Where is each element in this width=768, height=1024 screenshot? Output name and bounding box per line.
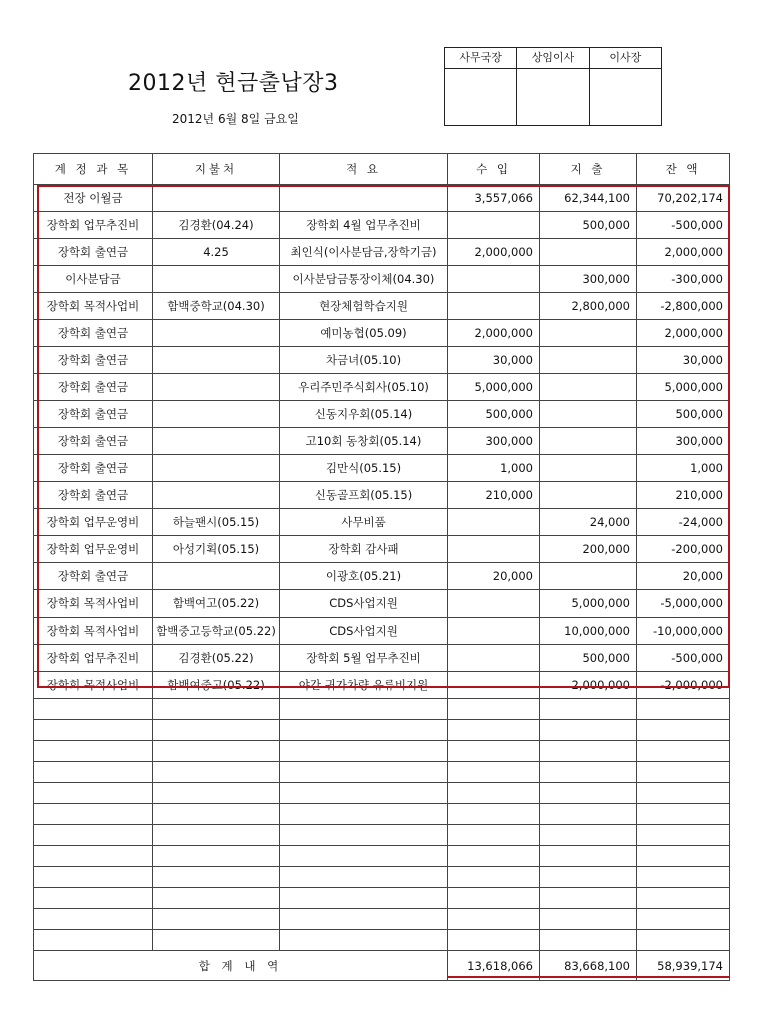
empty-cell xyxy=(153,761,280,782)
balance-cell: -5,000,000 xyxy=(637,590,730,617)
balance-cell: -500,000 xyxy=(637,644,730,671)
approval-column xyxy=(589,48,661,125)
table-row xyxy=(34,536,730,563)
description-cell: 이사분담금통장이체(04.30) xyxy=(280,266,448,293)
empty-cell xyxy=(34,761,153,782)
account-cell: 장학회 출연금 xyxy=(34,482,153,509)
empty-cell xyxy=(153,740,280,761)
empty-row xyxy=(34,887,730,908)
empty-cell xyxy=(637,824,730,845)
balance-cell: 5,000,000 xyxy=(637,374,730,401)
empty-cell xyxy=(448,908,540,929)
expense-cell xyxy=(540,320,637,347)
income-cell xyxy=(448,644,540,671)
description-cell: 야간 귀가차량 유류비지원 xyxy=(280,671,448,698)
description-cell: 사무비품 xyxy=(280,509,448,536)
table-row xyxy=(34,266,730,293)
approval-label: 사무국장 xyxy=(445,48,516,69)
income-cell: 300,000 xyxy=(448,428,540,455)
total-income: 13,618,066 xyxy=(448,951,540,981)
empty-row xyxy=(34,761,730,782)
column-header: 적 요 xyxy=(280,154,448,185)
payee-cell: 함백여중고(05.22) xyxy=(153,671,280,698)
payee-cell xyxy=(153,320,280,347)
income-cell: 20,000 xyxy=(448,563,540,590)
expense-cell: 24,000 xyxy=(540,509,637,536)
empty-cell xyxy=(280,908,448,929)
description-cell: CDS사업지원 xyxy=(280,590,448,617)
empty-cell xyxy=(448,740,540,761)
total-balance: 58,939,174 xyxy=(637,951,730,981)
income-cell xyxy=(448,293,540,320)
empty-cell xyxy=(34,866,153,887)
expense-cell xyxy=(540,401,637,428)
expense-cell xyxy=(540,347,637,374)
table-row xyxy=(34,671,730,698)
income-cell xyxy=(448,536,540,563)
empty-cell xyxy=(34,782,153,803)
expense-cell xyxy=(540,428,637,455)
expense-cell xyxy=(540,455,637,482)
expense-cell xyxy=(540,374,637,401)
payee-cell xyxy=(153,347,280,374)
balance-cell: -500,000 xyxy=(637,212,730,239)
account-cell: 장학회 출연금 xyxy=(34,347,153,374)
empty-cell xyxy=(637,719,730,740)
account-cell: 장학회 출연금 xyxy=(34,401,153,428)
empty-cell xyxy=(637,740,730,761)
total-underline xyxy=(448,976,730,978)
account-cell: 장학회 출연금 xyxy=(34,563,153,590)
empty-cell xyxy=(448,866,540,887)
empty-cell xyxy=(280,719,448,740)
balance-cell: -10,000,000 xyxy=(637,617,730,644)
empty-row xyxy=(34,866,730,887)
payee-cell: 하늘팬시(05.15) xyxy=(153,509,280,536)
expense-cell: 2,800,000 xyxy=(540,293,637,320)
empty-cell xyxy=(540,845,637,866)
empty-cell xyxy=(153,782,280,803)
empty-row xyxy=(34,824,730,845)
empty-cell xyxy=(448,698,540,719)
balance-cell: -2,000,000 xyxy=(637,671,730,698)
empty-row xyxy=(34,929,730,950)
income-cell xyxy=(448,617,540,644)
description-cell: 우리주민주식회사(05.10) xyxy=(280,374,448,401)
payee-cell xyxy=(153,563,280,590)
empty-row xyxy=(34,845,730,866)
table-row xyxy=(34,401,730,428)
balance-cell: -2,800,000 xyxy=(637,293,730,320)
empty-cell xyxy=(540,824,637,845)
empty-cell xyxy=(34,929,153,950)
empty-cell xyxy=(540,698,637,719)
empty-cell xyxy=(448,845,540,866)
payee-cell xyxy=(153,266,280,293)
empty-cell xyxy=(153,719,280,740)
account-cell: 장학회 업무운영비 xyxy=(34,536,153,563)
empty-cell xyxy=(280,824,448,845)
report-date: 2012년 6월 8일 금요일 xyxy=(172,112,299,126)
page-title: 2012년 현금출납장3 xyxy=(128,71,339,96)
balance-cell: 2,000,000 xyxy=(637,320,730,347)
income-cell: 1,000 xyxy=(448,455,540,482)
payee-cell xyxy=(153,374,280,401)
table-row xyxy=(34,185,730,212)
account-cell: 장학회 업무운영비 xyxy=(34,509,153,536)
empty-cell xyxy=(153,824,280,845)
table-row xyxy=(34,563,730,590)
empty-cell xyxy=(540,929,637,950)
expense-cell: 5,000,000 xyxy=(540,590,637,617)
empty-cell xyxy=(637,782,730,803)
table-row xyxy=(34,428,730,455)
empty-cell xyxy=(153,887,280,908)
expense-cell: 2,000,000 xyxy=(540,671,637,698)
total-expense: 83,668,100 xyxy=(540,951,637,981)
expense-cell: 62,344,100 xyxy=(540,185,637,212)
table-row xyxy=(34,347,730,374)
description-cell: 장학회 4월 업무추진비 xyxy=(280,212,448,239)
table-row xyxy=(34,293,730,320)
table-row xyxy=(34,482,730,509)
empty-row xyxy=(34,719,730,740)
empty-cell xyxy=(448,824,540,845)
account-cell: 장학회 출연금 xyxy=(34,455,153,482)
empty-cell xyxy=(153,929,280,950)
empty-row xyxy=(34,803,730,824)
income-cell: 500,000 xyxy=(448,401,540,428)
table-row xyxy=(34,212,730,239)
income-cell xyxy=(448,212,540,239)
empty-cell xyxy=(34,845,153,866)
description-cell: CDS사업지원 xyxy=(280,617,448,644)
empty-cell xyxy=(540,908,637,929)
empty-row xyxy=(34,698,730,719)
balance-cell: 70,202,174 xyxy=(637,185,730,212)
table-row xyxy=(34,617,730,644)
empty-row xyxy=(34,908,730,929)
empty-cell xyxy=(540,866,637,887)
empty-cell xyxy=(637,845,730,866)
payee-cell xyxy=(153,185,280,212)
income-cell xyxy=(448,266,540,293)
income-cell: 30,000 xyxy=(448,347,540,374)
payee-cell xyxy=(153,455,280,482)
column-header: 계 정 과 목 xyxy=(34,154,153,185)
description-cell: 장학회 감사패 xyxy=(280,536,448,563)
account-cell: 장학회 출연금 xyxy=(34,239,153,266)
empty-cell xyxy=(448,929,540,950)
expense-cell xyxy=(540,239,637,266)
income-cell: 2,000,000 xyxy=(448,239,540,266)
income-cell: 2,000,000 xyxy=(448,320,540,347)
account-cell: 장학회 출연금 xyxy=(34,374,153,401)
empty-cell xyxy=(34,719,153,740)
description-cell: 차금녀(05.10) xyxy=(280,347,448,374)
expense-cell: 500,000 xyxy=(540,644,637,671)
description-cell: 장학회 5월 업무추진비 xyxy=(280,644,448,671)
balance-cell: 300,000 xyxy=(637,428,730,455)
empty-cell xyxy=(280,761,448,782)
account-cell: 장학회 출연금 xyxy=(34,320,153,347)
empty-cell xyxy=(637,761,730,782)
income-cell: 5,000,000 xyxy=(448,374,540,401)
empty-cell xyxy=(280,866,448,887)
approval-column xyxy=(516,48,588,125)
empty-cell xyxy=(540,719,637,740)
income-cell xyxy=(448,671,540,698)
empty-cell xyxy=(448,719,540,740)
empty-cell xyxy=(34,887,153,908)
payee-cell: 김경환(04.24) xyxy=(153,212,280,239)
empty-cell xyxy=(280,929,448,950)
total-label: 합 계 내 역 xyxy=(34,951,448,981)
table-row xyxy=(34,455,730,482)
empty-cell xyxy=(153,698,280,719)
account-cell: 장학회 업무추진비 xyxy=(34,644,153,671)
empty-cell xyxy=(153,803,280,824)
income-cell: 210,000 xyxy=(448,482,540,509)
empty-cell xyxy=(153,845,280,866)
description-cell: 고10회 동창회(05.14) xyxy=(280,428,448,455)
expense-cell: 500,000 xyxy=(540,212,637,239)
empty-cell xyxy=(540,803,637,824)
income-cell: 3,557,066 xyxy=(448,185,540,212)
account-cell: 장학회 목적사업비 xyxy=(34,590,153,617)
empty-cell xyxy=(280,887,448,908)
empty-cell xyxy=(34,824,153,845)
table-header-row xyxy=(34,154,730,185)
payee-cell: 4.25 xyxy=(153,239,280,266)
expense-cell: 200,000 xyxy=(540,536,637,563)
balance-cell: 2,000,000 xyxy=(637,239,730,266)
account-cell: 장학회 업무추진비 xyxy=(34,212,153,239)
balance-cell: 30,000 xyxy=(637,347,730,374)
column-header: 지 출 xyxy=(540,154,637,185)
payee-cell: 김경환(05.22) xyxy=(153,644,280,671)
column-header: 잔 액 xyxy=(637,154,730,185)
empty-cell xyxy=(540,782,637,803)
account-cell: 장학회 출연금 xyxy=(34,428,153,455)
empty-cell xyxy=(540,887,637,908)
description-cell: 현장체험학습지원 xyxy=(280,293,448,320)
empty-cell xyxy=(637,803,730,824)
approval-column xyxy=(445,48,516,125)
table-row xyxy=(34,509,730,536)
empty-cell xyxy=(448,887,540,908)
account-cell: 장학회 목적사업비 xyxy=(34,617,153,644)
payee-cell xyxy=(153,482,280,509)
empty-row xyxy=(34,740,730,761)
expense-cell: 300,000 xyxy=(540,266,637,293)
empty-cell xyxy=(637,887,730,908)
account-cell: 장학회 목적사업비 xyxy=(34,293,153,320)
income-cell xyxy=(448,590,540,617)
empty-cell xyxy=(153,866,280,887)
empty-cell xyxy=(540,740,637,761)
description-cell: 이광호(05.21) xyxy=(280,563,448,590)
balance-cell: 210,000 xyxy=(637,482,730,509)
cash-ledger-table xyxy=(33,153,730,981)
approval-label: 상임이사 xyxy=(517,48,588,69)
description-cell: 최인식(이사분담금,장학기금) xyxy=(280,239,448,266)
balance-cell: 1,000 xyxy=(637,455,730,482)
income-cell xyxy=(448,509,540,536)
column-header: 지불처 xyxy=(153,154,280,185)
balance-cell: -24,000 xyxy=(637,509,730,536)
empty-cell xyxy=(448,782,540,803)
balance-cell: -200,000 xyxy=(637,536,730,563)
table-row xyxy=(34,320,730,347)
table-row xyxy=(34,374,730,401)
payee-cell xyxy=(153,428,280,455)
table-row xyxy=(34,644,730,671)
balance-cell: 500,000 xyxy=(637,401,730,428)
table-row xyxy=(34,590,730,617)
payee-cell: 함백여고(05.22) xyxy=(153,590,280,617)
empty-cell xyxy=(637,698,730,719)
account-cell: 전장 이월금 xyxy=(34,185,153,212)
approval-label: 이사장 xyxy=(590,48,661,69)
description-cell xyxy=(280,185,448,212)
column-header: 수 입 xyxy=(448,154,540,185)
table-row xyxy=(34,239,730,266)
empty-cell xyxy=(637,866,730,887)
empty-cell xyxy=(280,845,448,866)
payee-cell: 함백중학교(04.30) xyxy=(153,293,280,320)
empty-cell xyxy=(34,740,153,761)
empty-cell xyxy=(637,929,730,950)
description-cell: 김만식(05.15) xyxy=(280,455,448,482)
description-cell: 신동지우회(05.14) xyxy=(280,401,448,428)
empty-cell xyxy=(448,803,540,824)
account-cell: 이사분담금 xyxy=(34,266,153,293)
expense-cell xyxy=(540,482,637,509)
empty-cell xyxy=(34,698,153,719)
empty-cell xyxy=(34,908,153,929)
empty-cell xyxy=(280,782,448,803)
empty-cell xyxy=(448,761,540,782)
description-cell: 예미농협(05.09) xyxy=(280,320,448,347)
empty-cell xyxy=(34,803,153,824)
approval-box xyxy=(444,47,662,126)
empty-cell xyxy=(540,761,637,782)
empty-cell xyxy=(153,908,280,929)
account-cell: 장학회 목적사업비 xyxy=(34,671,153,698)
empty-cell xyxy=(637,908,730,929)
payee-cell xyxy=(153,401,280,428)
empty-cell xyxy=(280,740,448,761)
empty-cell xyxy=(280,803,448,824)
payee-cell: 아성기획(05.15) xyxy=(153,536,280,563)
balance-cell: 20,000 xyxy=(637,563,730,590)
expense-cell xyxy=(540,563,637,590)
description-cell: 신동골프회(05.15) xyxy=(280,482,448,509)
empty-cell xyxy=(280,698,448,719)
empty-row xyxy=(34,782,730,803)
balance-cell: -300,000 xyxy=(637,266,730,293)
payee-cell: 함백중고등학교(05.22) xyxy=(153,617,280,644)
expense-cell: 10,000,000 xyxy=(540,617,637,644)
